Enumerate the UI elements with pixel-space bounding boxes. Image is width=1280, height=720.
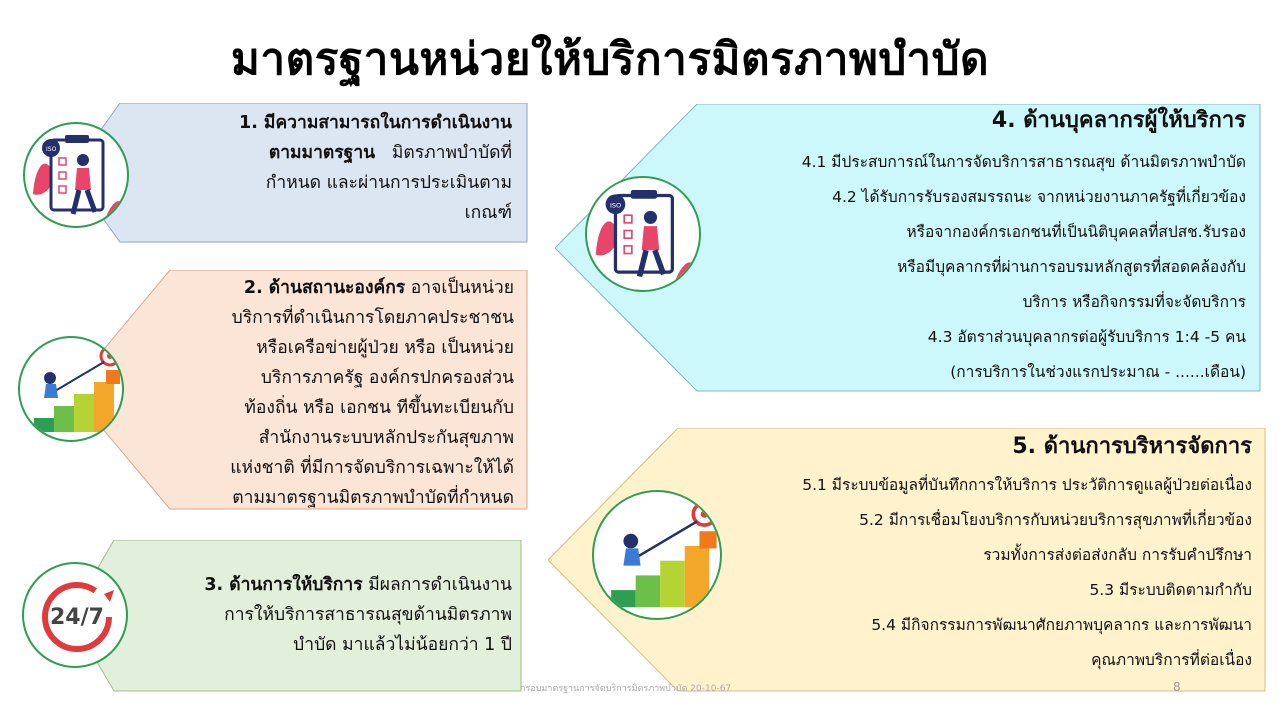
box-2-body: อาจเป็นหน่วย [410, 278, 514, 298]
section-4-item: หรือจากองค์กรเอกชนที่เป็นนิติบุคคลที่สปสช.รับรอง [906, 223, 1246, 241]
box-2-heading: 2. ด้านสถานะองค์กร [243, 278, 406, 298]
footer-caption: กรอบมาตรฐานการจัดบริการมิตรภาพบำบัด 20-10-67 [520, 684, 732, 694]
section-5-item: 5.3 มีระบบติดตามกำกับ [1089, 581, 1252, 599]
section-4-item: 4.2 ได้รับการรับรองสมรรถนะ จากหน่วยงานภาครัฐที่เกี่ยวข้อง [832, 188, 1246, 206]
box-2-line: แห่งชาติ ที่มีการจัดบริการเฉพาะให้ได้ [230, 458, 514, 478]
section-5-item: รวมทั้งการส่งต่อส่งกลับ การรับคำปรึกษา [983, 546, 1252, 564]
box-1-heading-2: ตามมาตรฐาน [268, 143, 376, 163]
section-5-item: 5.1 มีระบบข้อมูลที่บันทึกการให้บริการ ประวัติการดูแลผู้ป่วยต่อเนื่อง [802, 476, 1252, 494]
box-1-heading: 1. มีความสามารถในการดำเนินงาน [239, 113, 512, 133]
box-1-text [150, 108, 512, 228]
box-1-body: มิตรภาพบำบัดที่ [391, 143, 512, 163]
box-1-body-2: กำหนด และผ่านการประเมินตาม [265, 173, 512, 193]
section-4-item: หรือมีบุคลากรที่ผ่านการอบรมหลักสูตรที่สอดคล้องกับ [897, 258, 1246, 276]
box-2-line: ตามมาตรฐานมิตรภาพบำบัดที่กำหนด [232, 488, 514, 508]
box-3-text [150, 570, 512, 660]
box-2-line: สำนักงานระบบหลักประกันสุขภาพ [258, 428, 514, 448]
box-1-body-3: เกณฑ์ [464, 203, 512, 223]
svg-text:ISO: ISO [609, 201, 622, 210]
section-4-heading: 4. ด้านบุคลากรผู้ให้บริการ [991, 108, 1246, 133]
page-title: มาตรฐานหน่วยให้บริการมิตรภาพบำบัด [230, 34, 990, 85]
box-3-line: บำบัด มาแล้วไม่น้อยกว่า 1 ปี [293, 635, 512, 655]
iso-checklist-icon [23, 122, 129, 228]
section-5-text [690, 432, 1252, 678]
box-2-text [150, 273, 514, 513]
24-7-icon [22, 562, 128, 668]
section-5-item: 5.2 มีการเชื่อมโยงบริการกับหน่วยบริการสุขภาพที่เกี่ยวข้อง [859, 511, 1252, 529]
box-3-heading: 3. ด้านการให้บริการ [204, 575, 363, 595]
box-3-body: มีผลการดำเนินงาน [368, 575, 512, 595]
section-5-heading: 5. ด้านการบริหารจัดการ [1012, 434, 1252, 459]
section-5-item: คุณภาพบริการที่ต่อเนื่อง [1091, 651, 1252, 669]
box-2-line: ท้องถิ่น หรือ เอกชน ทีขึ้นทะเบียนกับ [244, 398, 514, 418]
steps-target-icon [18, 336, 124, 442]
box-3-line: การให้บริการสาธารณสุขด้านมิตรภาพ [224, 605, 512, 625]
section-4-item: 4.1 มีประสบการณ์ในการจัดบริการสาธารณสุข ด้านมิตรภาพบำบัด [801, 153, 1246, 171]
svg-text:24/7: 24/7 [50, 605, 104, 630]
svg-text:ISO: ISO [46, 146, 57, 153]
section-4-item: บริการ หรือกิจกรรมที่จะจัดบริการ [1022, 293, 1246, 311]
iso-checklist-icon [585, 176, 701, 292]
page-number: 8 [1173, 680, 1181, 694]
section-4-item: 4.3 อัตราส่วนบุคลากรต่อผู้รับบริการ 1:4 -5 คน [927, 328, 1246, 346]
box-2-line: หรือเครือข่ายผู้ป่วย หรือ เป็นหน่วย [256, 338, 514, 358]
steps-target-icon [592, 490, 722, 620]
section-4-text [700, 106, 1246, 390]
box-2-line: บริการภาครัฐ องค์กรปกครองส่วน [260, 368, 514, 388]
section-5-item: 5.4 มีกิจกรรมการพัฒนาศักยภาพบุคลากร และการพัฒนา [871, 616, 1252, 634]
box-2-line: บริการที่ดำเนินการโดยภาคประชาชน [231, 308, 514, 328]
section-4-item: (การบริการในช่วงแรกประมาณ - ......เดือน) [950, 363, 1246, 381]
